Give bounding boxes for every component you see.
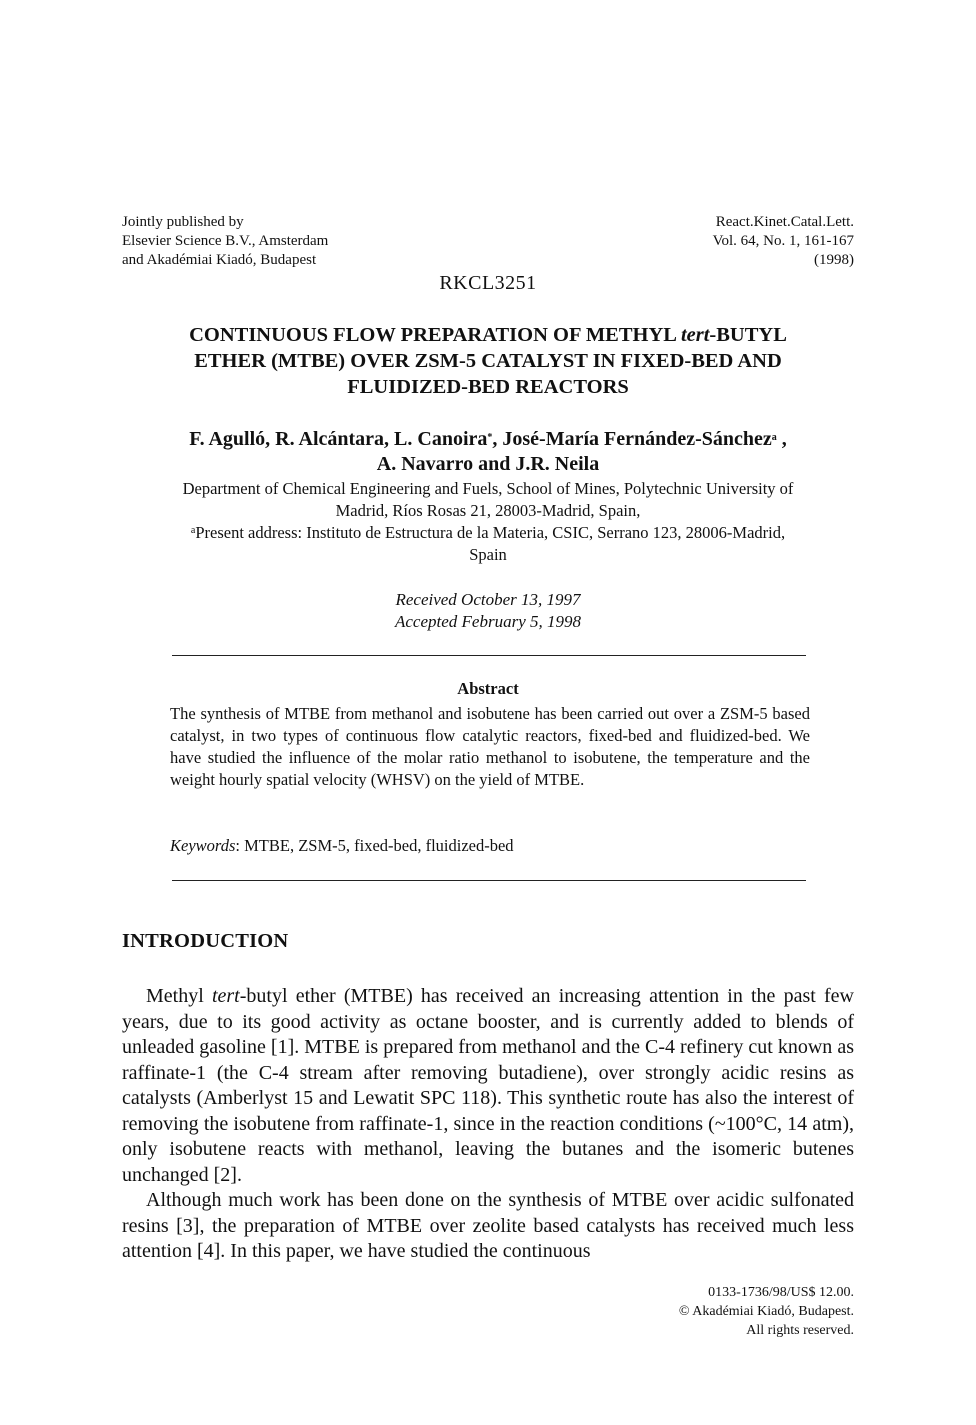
abstract-heading: Abstract [457, 679, 519, 698]
author-names: , José-María Fernández-Sánchez [492, 428, 772, 450]
publisher-line: Jointly published by [122, 214, 244, 230]
journal-citation [713, 213, 854, 270]
paragraph-1 [122, 984, 854, 1188]
section-heading-introduction: INTRODUCTION [122, 930, 289, 952]
title-line-3: FLUIDIZED-BED REACTORS [347, 376, 629, 398]
author-names: F. Agulló, R. Alcántara, L. Canoira [189, 428, 488, 450]
affiliation-line: Madrid, Ríos Rosas 21, 28003-Madrid, Spain, [335, 501, 641, 520]
copyright-footer [679, 1283, 854, 1340]
title-line-2: ETHER (MTBE) OVER ZSM-5 CATALYST IN FIXED-BED AND [194, 350, 782, 372]
title-line-1 [100, 322, 876, 348]
affiliation-line: Spain [469, 545, 507, 564]
affiliation-marker: a [190, 525, 196, 536]
affiliation-marker: a [771, 432, 777, 443]
publisher-info [122, 213, 328, 270]
footer-line: All rights reserved. [746, 1323, 854, 1338]
abstract-text: The synthesis of MTBE from methanol and isobutene has been carried out over a ZSM-5 based catalyst, in two types of continuous flow catalytic reactors, fixed-bed and fluidized-bed. We have studied the influence of the molar ratio methanol to isobutene, the temperature and the weight hourly spatial velocity (WHSV) on the yield of MTBE. [170, 704, 810, 789]
author-names: , [776, 428, 787, 450]
paragraph-italic: tert [211, 985, 240, 1007]
affiliation [120, 478, 856, 566]
accepted-date: Accepted February 5, 1998 [395, 612, 581, 631]
keywords-separator: : [235, 836, 245, 855]
paper-title [100, 322, 876, 400]
corresponding-marker: * [487, 432, 493, 443]
title-text: -BUTYL [709, 324, 787, 346]
affiliation-text: Present address: Instituto de Estructura de la Materia, CSIC, Serrano 123, 28006-Madrid, [195, 523, 786, 542]
affiliation-line: Department of Chemical Engineering and Fuels, School of Mines, Polytechnic University of [182, 479, 794, 498]
publisher-line: and Akadémiai Kiadó, Budapest [122, 252, 317, 268]
journal-line: Vol. 64, No. 1, 161-167 [712, 233, 854, 249]
abstract-top-rule [172, 655, 806, 656]
introduction-body [122, 984, 854, 1265]
dates [0, 589, 976, 633]
publisher-line: Elsevier Science B.V., Amsterdam [122, 233, 329, 249]
authors-line-1 [90, 427, 886, 452]
keywords-list: MTBE, ZSM-5, fixed-bed, fluidized-bed [244, 836, 514, 855]
journal-line: React.Kinet.Catal.Lett. [715, 214, 854, 230]
paragraph-text: Methyl [146, 985, 212, 1007]
manuscript-code: RKCL3251 [439, 272, 537, 294]
paragraph-text: -butyl ether (MTBE) has received an increasing attention in the past few years, due to its good activity as octane booster, and is currently added to blends of unleaded gasoline [1]. MTBE is prepared from methanol and the C-4 refinery cut known as raffinate-1 (the C-4 stream after removing butadiene), over strongly acidic resins as catalysts (Amberlyst 15 and Lewatit SPC 118). This synthetic route has also the interest of removing the isobutene from raffinate-1, since in the reaction conditions (~100°C, 14 atm), only isobutene reacts with methanol, leaving the butanes and the isomeric butenes unchanged [2]. [122, 985, 854, 1186]
footer-line: 0133-1736/98/US$ 12.00. [708, 1285, 854, 1300]
keywords-label: Keywords [170, 836, 236, 855]
journal-line: (1998) [814, 252, 854, 268]
footer-line: © Akadémiai Kiadó, Budapest. [678, 1304, 854, 1319]
title-text: CONTINUOUS FLOW PREPARATION OF METHYL [189, 324, 681, 346]
keywords [170, 836, 514, 856]
paragraph-2: Although much work has been done on the synthesis of MTBE over acidic sulfonated resins [3], the preparation of MTBE over zeolite based catalysts has received much less attention [4]. In this paper, we have studied the continuous [122, 1189, 854, 1262]
affiliation-line [120, 522, 856, 544]
title-italic: tert [680, 324, 710, 346]
abstract-bottom-rule [172, 880, 806, 881]
authors-line-2: A. Navarro and J.R. Neila [376, 453, 600, 475]
author-list [90, 427, 886, 477]
received-date: Received October 13, 1997 [395, 590, 581, 609]
